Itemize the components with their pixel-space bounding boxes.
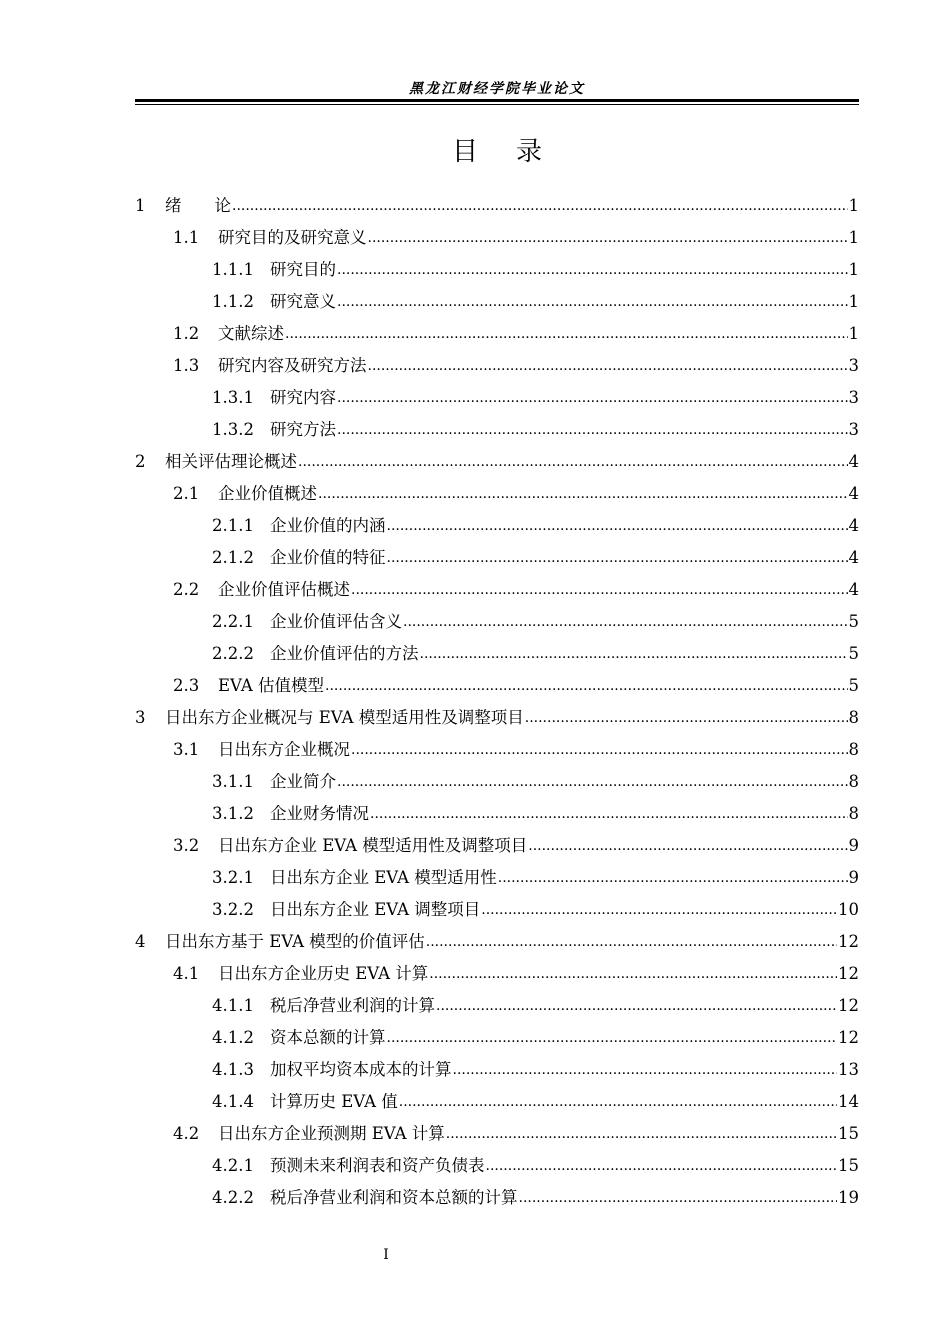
toc-leader-dots	[337, 414, 848, 446]
toc-entry-page: 3	[848, 356, 859, 375]
toc-entry-number: 4.1.1	[212, 996, 254, 1015]
toc-entry-number: 1.3.1	[212, 388, 254, 407]
toc-entry-page: 3	[848, 388, 859, 407]
toc-entry[interactable]	[135, 1022, 859, 1054]
toc-entry-text: 加权平均资本成本的计算	[270, 1060, 452, 1079]
toc-entry[interactable]	[135, 766, 859, 798]
toc-entry-number: 1.1.2	[212, 292, 254, 311]
toc-leader-dots	[298, 446, 848, 478]
toc-entry-text: 研究意义	[270, 292, 336, 311]
toc-entry-number: 1.1.1	[212, 260, 254, 279]
toc-entry-number: 1.3.2	[212, 420, 254, 439]
toc-entry-number: 4.1.3	[212, 1060, 254, 1079]
toc-entry-page: 12	[838, 964, 859, 983]
toc-entry-number: 4.1	[173, 964, 200, 983]
toc-entry-page: 8	[848, 740, 859, 759]
toc-leader-dots	[429, 958, 837, 990]
toc-entry[interactable]	[135, 350, 859, 382]
toc-entry-page: 15	[838, 1124, 859, 1143]
toc-entry-number: 4	[135, 932, 146, 951]
toc-entry-number: 4.2.2	[212, 1188, 254, 1207]
toc-entry[interactable]	[135, 542, 859, 574]
toc-leader-dots	[337, 254, 848, 286]
toc-entry-page: 5	[848, 676, 859, 695]
toc-entry[interactable]	[135, 798, 859, 830]
toc-entry[interactable]	[135, 478, 859, 510]
toc-entry-page: 1	[848, 228, 859, 247]
toc-entry-page: 8	[848, 708, 859, 727]
toc-entry-page: 15	[838, 1156, 859, 1175]
toc-leader-dots	[481, 894, 837, 926]
toc-entry-text: 资本总额的计算	[270, 1028, 386, 1047]
toc-leader-dots	[351, 574, 848, 606]
toc-entry[interactable]	[135, 734, 859, 766]
toc-entry[interactable]	[135, 382, 859, 414]
toc-entry-text: 计算历史 EVA 值	[270, 1092, 398, 1111]
toc-entry[interactable]	[135, 1182, 859, 1214]
toc-entry-page: 12	[838, 932, 859, 951]
toc-title	[135, 131, 859, 168]
toc-leader-dots	[232, 190, 848, 222]
header-rule-thin	[135, 104, 859, 105]
toc-title-right: 录	[516, 137, 543, 167]
toc-entry-number: 3.1.2	[212, 804, 254, 823]
toc-entry[interactable]	[135, 318, 859, 350]
toc-entry-number: 2.1.1	[212, 516, 254, 535]
toc-entry[interactable]	[135, 958, 859, 990]
toc-entry-text: 企业价值评估的方法	[270, 644, 419, 663]
toc-entry-page: 9	[848, 836, 859, 855]
toc-entry-number: 1.3	[173, 356, 200, 375]
toc-entry-text: 企业简介	[270, 772, 336, 791]
toc-entry[interactable]	[135, 670, 859, 702]
toc-entry-number: 1.2	[173, 324, 200, 343]
toc-entry-number: 4.1.2	[212, 1028, 254, 1047]
toc-entry-text: 日出东方企业预测期 EVA 计算	[218, 1124, 445, 1143]
toc-entry-text: 研究目的	[270, 260, 336, 279]
toc-entry-number: 3.2.1	[212, 868, 254, 887]
toc-entry[interactable]	[135, 286, 859, 318]
toc-leader-dots	[368, 222, 848, 254]
toc-entry[interactable]	[135, 926, 859, 958]
toc-entry-text: 企业价值概述	[218, 484, 317, 503]
toc-entry-number: 3.1.1	[212, 772, 254, 791]
toc-entry-text: 绪 论	[165, 196, 231, 215]
toc-entry-number: 2.2.2	[212, 644, 254, 663]
toc-leader-dots	[436, 990, 837, 1022]
toc-entry-text: 相关评估理论概述	[165, 452, 297, 471]
toc-entry-number: 3.2.2	[212, 900, 254, 919]
toc-entry-number: 3.1	[173, 740, 200, 759]
toc-entry-page: 4	[848, 452, 859, 471]
toc-leader-dots	[453, 1054, 838, 1086]
toc-entry[interactable]	[135, 830, 859, 862]
toc-entry[interactable]	[135, 446, 859, 478]
toc-entry-text: 日出东方企业概况与 EVA 模型适用性及调整项目	[165, 708, 524, 727]
toc-entry-number: 2.2	[173, 580, 200, 599]
toc-entry[interactable]	[135, 606, 859, 638]
toc-entry-number: 2.1	[173, 484, 200, 503]
toc-leader-dots	[325, 670, 847, 702]
toc-entry[interactable]	[135, 990, 859, 1022]
toc-entry[interactable]	[135, 510, 859, 542]
toc-entry-page: 1	[848, 196, 859, 215]
toc-leader-dots	[387, 542, 848, 574]
toc-entry-page: 4	[848, 580, 859, 599]
toc-entry-page: 12	[838, 1028, 859, 1047]
toc-entry-page: 9	[848, 868, 859, 887]
toc-entry-text: 研究内容	[270, 388, 336, 407]
toc-entry[interactable]	[135, 1150, 859, 1182]
toc-entry-text: 税后净营业利润的计算	[270, 996, 435, 1015]
toc-entry-page: 1	[848, 292, 859, 311]
toc-entry-page: 4	[848, 548, 859, 567]
toc-entry-text: 日出东方基于 EVA 模型的价值评估	[165, 932, 425, 951]
toc-entry-page: 12	[838, 996, 859, 1015]
toc-entry-text: 研究方法	[270, 420, 336, 439]
toc-entry-page: 1	[848, 260, 859, 279]
toc-entry[interactable]	[135, 862, 859, 894]
toc-entry-page: 8	[848, 804, 859, 823]
toc-entry-text: 税后净营业利润和资本总额的计算	[270, 1188, 518, 1207]
toc-leader-dots	[399, 1086, 837, 1118]
toc-title-left: 目	[451, 137, 478, 167]
toc-entry-number: 4.1.4	[212, 1092, 254, 1111]
toc-entry-text: 研究目的及研究意义	[218, 228, 367, 247]
toc-entry[interactable]	[135, 190, 859, 222]
toc-entry[interactable]	[135, 894, 859, 926]
toc-leader-dots	[318, 478, 848, 510]
toc-entry-number: 2.1.2	[212, 548, 254, 567]
toc-entry-page: 4	[848, 516, 859, 535]
toc-entry[interactable]	[135, 254, 859, 286]
toc-entry-page: 19	[838, 1188, 859, 1207]
toc-leader-dots	[370, 798, 848, 830]
toc-entry-number: 2	[135, 452, 146, 471]
toc-entry-number: 3.2	[173, 836, 200, 855]
toc-entry-text: 研究内容及研究方法	[218, 356, 367, 375]
toc-entry-text: 日出东方企业 EVA 模型适用性及调整项目	[218, 836, 528, 855]
toc-entry[interactable]	[135, 702, 859, 734]
toc-leader-dots	[337, 286, 848, 318]
toc-entry-number: 2.3	[173, 676, 200, 695]
toc-entry-text: 企业价值的内涵	[270, 516, 386, 535]
toc-leader-dots	[403, 606, 848, 638]
toc-entry-text: 企业价值评估含义	[270, 612, 402, 631]
toc-entry-text: 企业价值评估概述	[218, 580, 350, 599]
toc-entry-text: 预测未来利润表和资产负债表	[270, 1156, 485, 1175]
toc-entry-text: 日出东方企业历史 EVA 计算	[218, 964, 429, 983]
toc-entry-page: 13	[838, 1060, 859, 1079]
toc-entry-number: 3	[135, 708, 146, 727]
toc-entry-text: 日出东方企业 EVA 模型适用性	[270, 868, 497, 887]
toc-entry-text: 日出东方企业概况	[218, 740, 350, 759]
toc-leader-dots	[337, 766, 848, 798]
toc-leader-dots	[387, 510, 848, 542]
toc-leader-dots	[285, 318, 848, 350]
header-rule-thick	[135, 99, 859, 102]
toc-leader-dots	[368, 350, 848, 382]
toc-entry[interactable]	[135, 1086, 859, 1118]
toc-leader-dots	[387, 1022, 838, 1054]
toc-leader-dots	[337, 382, 848, 414]
toc-entry[interactable]	[135, 1054, 859, 1086]
toc-entry-page: 5	[848, 612, 859, 631]
toc-entry-number: 4.2.1	[212, 1156, 254, 1175]
toc-leader-dots	[420, 638, 848, 670]
toc-entry-text: EVA 估值模型	[218, 676, 325, 695]
toc-entry-page: 8	[848, 772, 859, 791]
toc-entry[interactable]	[135, 414, 859, 446]
toc-entry-number: 1	[135, 196, 146, 215]
toc-entry-text: 企业财务情况	[270, 804, 369, 823]
table-of-contents	[135, 190, 859, 1214]
toc-entry-number: 1.1	[173, 228, 200, 247]
toc-entry-number: 2.2.1	[212, 612, 254, 631]
toc-leader-dots	[498, 862, 848, 894]
toc-entry-page: 14	[838, 1092, 859, 1111]
toc-entry-number: 4.2	[173, 1124, 200, 1143]
toc-entry-text: 文献综述	[218, 324, 284, 343]
toc-leader-dots	[519, 1182, 838, 1214]
toc-entry-page: 5	[848, 644, 859, 663]
toc-entry-page: 1	[848, 324, 859, 343]
page-number-footer: I	[383, 1247, 389, 1263]
running-header: 黑龙江财经学院毕业论文	[409, 81, 585, 97]
toc-entry-page: 3	[848, 420, 859, 439]
toc-entry-text: 企业价值的特征	[270, 548, 386, 567]
toc-leader-dots	[486, 1150, 838, 1182]
toc-entry[interactable]	[135, 222, 859, 254]
toc-entry-page: 10	[838, 900, 859, 919]
toc-entry[interactable]	[135, 1118, 859, 1150]
toc-leader-dots	[528, 830, 847, 862]
toc-leader-dots	[351, 734, 848, 766]
toc-entry[interactable]	[135, 574, 859, 606]
toc-leader-dots	[525, 702, 848, 734]
toc-entry-page: 4	[848, 484, 859, 503]
toc-leader-dots	[426, 926, 837, 958]
toc-entry-text: 日出东方企业 EVA 调整项目	[270, 900, 481, 919]
toc-entry[interactable]	[135, 638, 859, 670]
toc-leader-dots	[446, 1118, 837, 1150]
